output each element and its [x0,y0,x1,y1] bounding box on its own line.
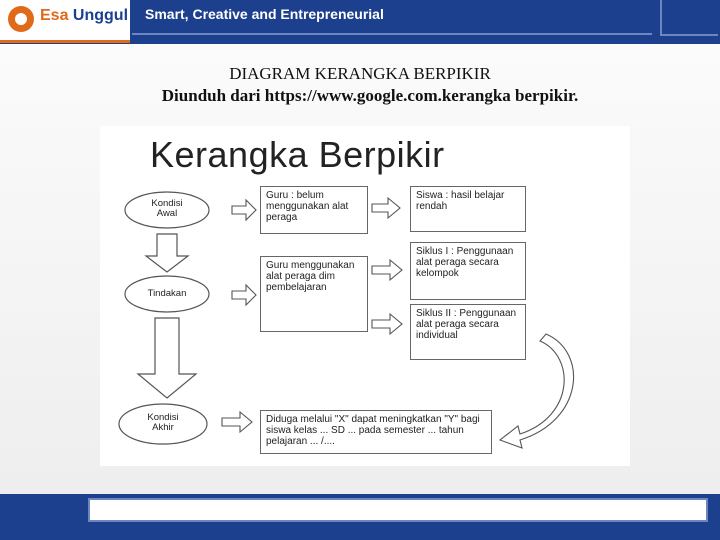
logo-text [40,7,128,25]
right-arrow-siklus2 [372,314,402,334]
down-arrow-2 [138,318,196,398]
logo-text-part1: Esa [40,7,73,24]
logo [0,0,130,43]
footer-strip [88,498,708,522]
state-label-kondisi-awal: Kondisi Awal [151,198,183,219]
logo-text-part2: Unggul [72,7,129,24]
state-label-kondisi-akhir: Kondisi Akhir [147,412,179,433]
down-arrow-1 [146,234,188,272]
right-arrow-tindakan [232,285,256,305]
diagram-heading: Kerangka Berpikir [150,134,445,175]
header-frame [660,0,718,36]
header-divider [132,33,652,35]
tagline: Smart, Creative and Entrepreneurial [145,6,384,22]
box-guru-belum: Guru : belum menggunakan alat peraga [260,186,368,234]
right-arrow-siklus1 [372,260,402,280]
right-arrow-siswa [372,198,400,218]
state-label-tindakan: Tindakan [147,288,187,299]
slide-subtitle: Diunduh dari https://www.google.com.kerangka berpikir. [161,86,579,105]
slide-title: DIAGRAM KERANGKA BERPIKIR [229,64,491,83]
box-siklus-1: Siklus I : Penggunaan alat peraga secara kelompok [410,242,526,300]
box-siklus-2: Siklus II : Penggunaan alat peraga secara individual [410,304,526,360]
logo-icon [8,6,34,32]
right-arrow-awal [232,200,256,220]
box-guru-menggunakan: Guru menggunakan alat peraga dim pembelajaran [260,256,368,332]
box-siswa-hasil: Siswa : hasil belajar rendah [410,186,526,232]
box-diduga: Diduga melalui "X" dapat meningkatkan "Y" bagi siswa kelas ... SD ... pada semester ... tahun pelajaran ... /.... [260,410,492,454]
diagram-figure [100,126,630,466]
right-arrow-akhir [222,412,252,432]
